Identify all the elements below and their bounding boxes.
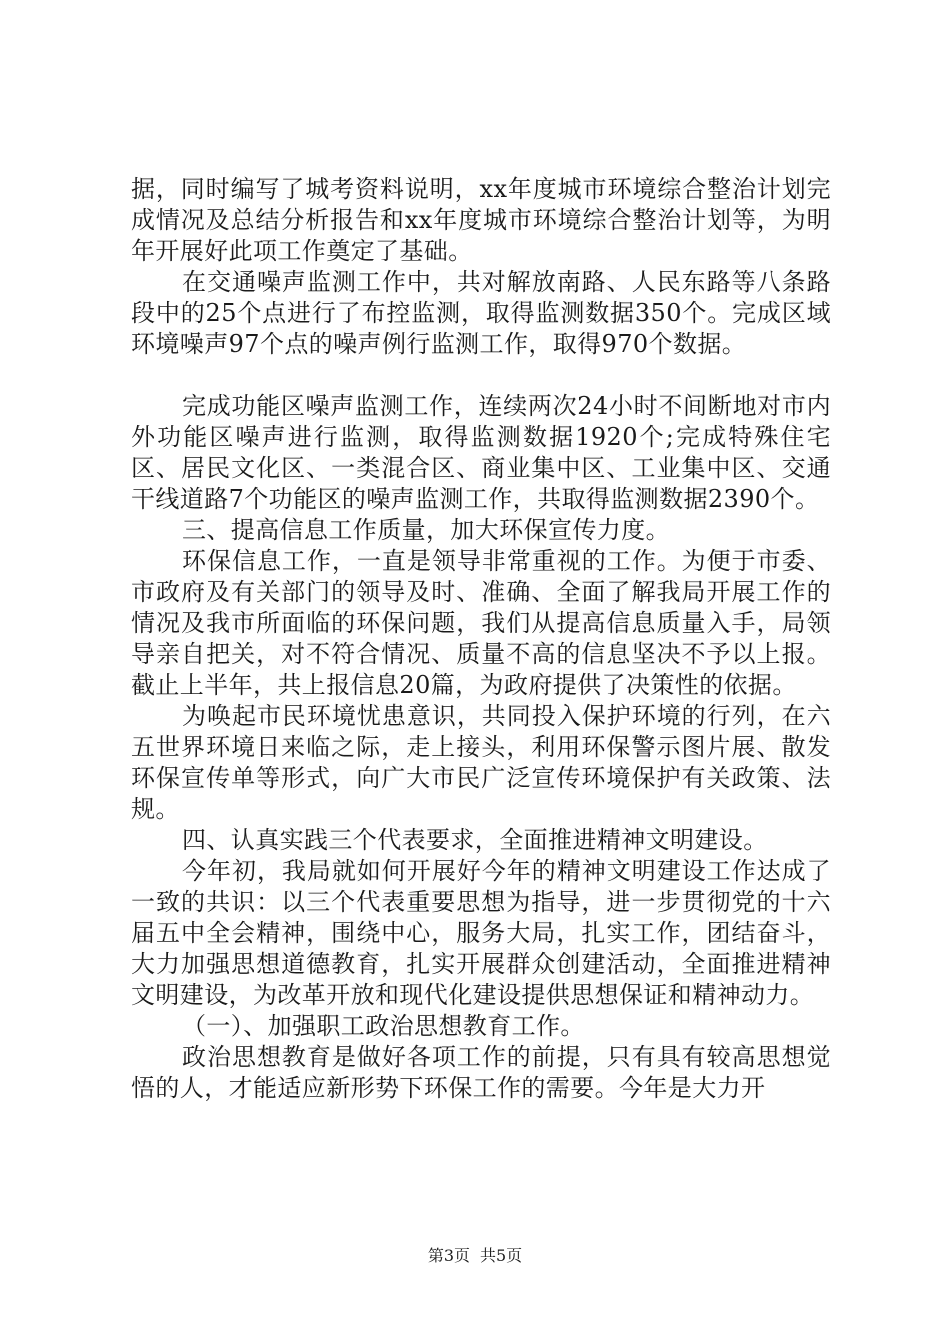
paragraph-info-work: 环保信息工作，一直是领导非常重视的工作。为便于市委、市政府及有关部门的领导及时、准确、全面了解我局开展工作的情况及我市所面临的环保问题，我们从提高信息质量入手，局领导亲自把关，对不符合情况、质量不高的信息坚决不予以上报。截止上半年，共上报信息20篇，为政府提供了决策性的依据。 bbox=[131, 547, 831, 699]
page-total: 共5页 bbox=[480, 1246, 523, 1265]
page-number: 第3页 bbox=[427, 1246, 470, 1265]
paragraph-environment-day: 为唤起市民环境忧患意识，共同投入保护环境的行列，在六五世界环境日来临之际，走上接头，利用环保警示图片展、散发环保宣传单等形式，向广大市民广泛宣传环境保护有关政策、法规。 bbox=[131, 702, 831, 823]
page-footer bbox=[0, 1246, 950, 1266]
section-heading-3: 三、提高信息工作质量，加大环保宣传力度。 bbox=[182, 516, 670, 544]
paragraph-traffic-noise: 在交通噪声监测工作中，共对解放南路、人民东路等八条路段中的25个点进行了布控监测，取得监测数据350个。完成区域环境噪声97个点的噪声例行监测工作，取得970个数据。 bbox=[131, 268, 831, 358]
paragraph-political-education: 政治思想教育是做好各项工作的前提，只有具有较高思想觉悟的人，才能适应新形势下环保工作的需要。今年是大力开 bbox=[131, 1043, 831, 1102]
paragraph-civilization: 今年初，我局就如何开展好今年的精神文明建设工作达成了一致的共识：以三个代表重要思想为指导，进一步贯彻党的十六届五中全会精神，围绕中心，服务大局，扎实工作，团结奋斗，大力加强思想道德教育，扎实开展群众创建活动，全面推进精神文明建设，为改革开放和现代化建设提供思想保证和精神动力。 bbox=[131, 857, 831, 1009]
paragraph-functional-zone-noise: 完成功能区噪声监测工作，连续两次24小时不间断地对市内外功能区噪声进行监测，取得监测数据1920个;完成特殊住宅区、居民文化区、一类混合区、商业集中区、工业集中区、交通干线道路7个功能区的噪声监测工作，共取得监测数据2390个。 bbox=[131, 392, 831, 513]
document-body bbox=[131, 174, 831, 1104]
subsection-heading-1: （一）、加强职工政治思想教育工作。 bbox=[182, 1012, 585, 1040]
paragraph-continuation: 据，同时编写了城考资料说明，xx年度城市环境综合整治计划完成情况及总结分析报告和xx年度城市环境综合整治计划等，为明年开展好此项工作奠定了基础。 bbox=[131, 175, 831, 265]
section-heading-4: 四、认真实践三个代表要求，全面推进精神文明建设。 bbox=[182, 826, 768, 854]
